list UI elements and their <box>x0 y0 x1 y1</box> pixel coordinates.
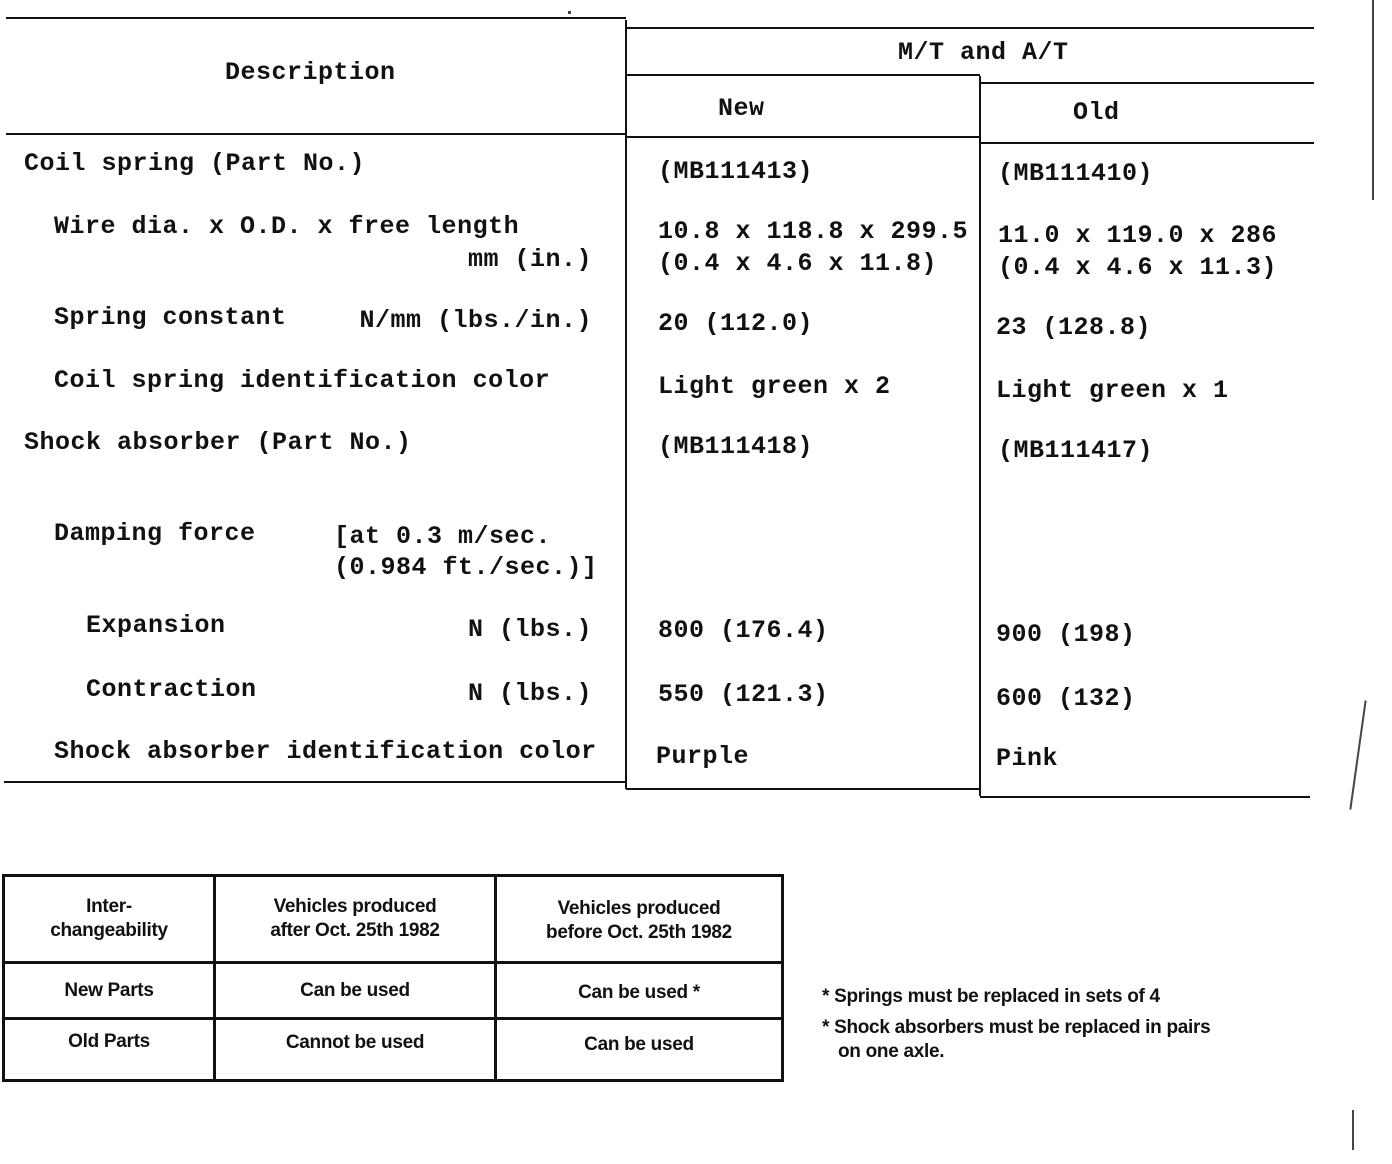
itab-row-old-label: Old Parts <box>68 1031 150 1052</box>
table-bottom-rule <box>4 781 626 783</box>
row-shock-new: (MB111418) <box>658 432 814 461</box>
row-coil-color-old: Light green x 1 <box>996 376 1229 405</box>
header-description: Description <box>225 58 396 87</box>
row-shock-color-new: Purple <box>656 742 750 771</box>
row-contraction-old: 600 (132) <box>996 684 1136 713</box>
itab-header-before-line1: Vehicles produced <box>557 898 721 919</box>
row-coil-spring-new: (MB111413) <box>658 157 814 186</box>
row-wire-label: Wire dia. x O.D. x free length <box>54 212 520 241</box>
header-group-mt-at: M/T and A/T <box>898 38 1069 67</box>
itab-header-after-line2: after Oct. 25th 1982 <box>270 920 440 941</box>
header-bottom-rule-mid <box>626 136 980 138</box>
itab-row-new-after: Can be used <box>300 979 410 1001</box>
note-shock-line2: on one axle. <box>838 1041 945 1062</box>
itab-header-before-line2: before Oct. 25th 1982 <box>546 922 732 943</box>
row-wire-old-line1: 11.0 x 119.0 x 286 <box>998 221 1278 250</box>
interchangeability-table <box>2 874 784 1082</box>
table-top-rule <box>6 17 626 19</box>
row-coil-color-label: Coil spring identification color <box>54 366 551 395</box>
header-bottom-rule <box>6 133 626 135</box>
itab-header-interchangeability-line2: changeability <box>50 920 168 941</box>
row-spring-constant-new: 20 (112.0) <box>658 309 814 338</box>
group-header-rule-right <box>980 82 1314 84</box>
column-divider-left <box>625 20 627 789</box>
row-wire-new-line2: (0.4 x 4.6 x 11.8) <box>658 249 938 278</box>
itab-row-new-label: New Parts <box>64 979 154 1001</box>
header-bottom-rule-right <box>980 142 1314 144</box>
note-shock-line1: * Shock absorbers must be replaced in pairs <box>822 1017 1211 1038</box>
row-shock-color-old: Pink <box>996 744 1059 773</box>
row-damping-cond-line2: (0.984 ft./sec.)] <box>334 553 598 582</box>
row-shock-old: (MB111417) <box>998 436 1154 465</box>
row-spring-constant-old: 23 (128.8) <box>996 313 1152 342</box>
itab-row-new-before: Can be used * <box>578 981 700 1003</box>
row-shock-label: Shock absorber (Part No.) <box>24 428 412 457</box>
row-shock-color-label: Shock absorber identification color <box>54 737 597 766</box>
table-bottom-rule-right <box>980 796 1310 798</box>
row-coil-spring-old: (MB111410) <box>998 159 1154 188</box>
row-expansion-old: 900 (198) <box>996 620 1136 649</box>
row-contraction-new: 550 (121.3) <box>658 680 829 709</box>
table-bottom-rule-mid <box>626 788 980 790</box>
row-expansion-unit: N (lbs.) <box>467 615 592 644</box>
row-damping-label: Damping force <box>54 519 256 548</box>
itab-header-after <box>216 877 494 961</box>
row-coil-color-new: Light green x 2 <box>658 372 891 401</box>
itab-row-old-before: Can be used <box>584 1034 694 1055</box>
row-wire-unit: mm (in.) <box>467 245 592 274</box>
itab-row-old-after: Cannot be used <box>285 1032 425 1053</box>
header-new: New <box>718 94 765 123</box>
itab-header-after-line1: Vehicles produced <box>273 896 437 917</box>
column-divider-right <box>979 76 981 796</box>
row-contraction-label: Contraction <box>86 675 257 704</box>
row-expansion-new: 800 (176.4) <box>658 616 829 645</box>
row-wire-new-line1: 10.8 x 118.8 x 299.5 <box>658 217 969 246</box>
itab-header-interchangeability <box>5 877 213 961</box>
table-top-rule-right <box>626 27 1314 29</box>
header-old: Old <box>1073 98 1120 127</box>
itab-header-interchangeability-line1: Inter- <box>86 896 132 917</box>
row-coil-spring-label: Coil spring (Part No.) <box>24 149 366 178</box>
row-spring-constant-unit: N/mm (lbs./in.) <box>359 306 592 335</box>
itab-header-before <box>497 879 781 963</box>
row-spring-constant-label: Spring constant <box>54 303 287 332</box>
row-contraction-unit: N (lbs.) <box>467 679 592 708</box>
group-header-rule <box>626 74 980 76</box>
note-springs: * Springs must be replaced in sets of 4 <box>822 986 1160 1007</box>
row-expansion-label: Expansion <box>86 611 226 640</box>
row-wire-old-line2: (0.4 x 4.6 x 11.3) <box>998 253 1278 282</box>
row-damping-cond-line1: [at 0.3 m/sec. <box>334 522 552 551</box>
